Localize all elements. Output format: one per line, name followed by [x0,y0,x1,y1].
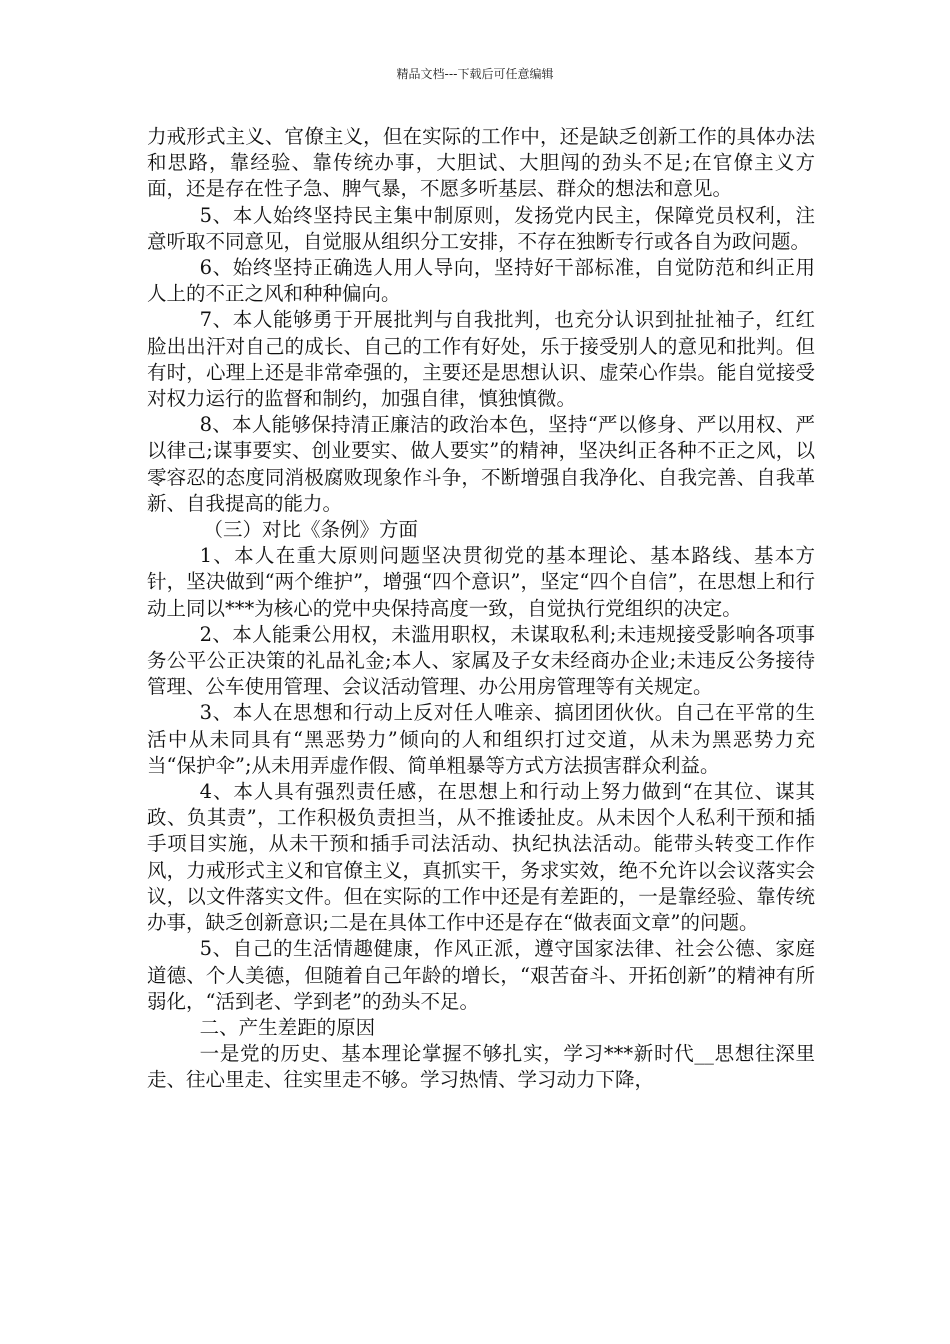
paragraph-reg-item-4: 4、本人具有强烈责任感，在思想上和行动上努力做到“在其位、谋其政、负其责”，工作积极负责担当，从不推诿扯皮。从未因个人私利干预和插手项目实施，从未干预和插手司法活动、执纪执法活动。能带头转变工作作风，力戒形式主义和官僚主义，真抓实干，务求实效，绝不允许以会议落实会议，以文件落实文件。但在实际的工作中还是有差距的，一是靠经验、靠传统办事，缺乏创新意识;二是在具体工作中还是存在“做表面文章”的问题。 [147,780,815,935]
document-body [147,124,815,1094]
paragraph-reg-item-1: 1、本人在重大原则问题坚决贯彻党的基本理论、基本路线、基本方针，坚决做到“两个维护”，增强“四个意识”，坚定“四个自信”，在思想上和行动上同以***为核心的党中央保持高度一致，自觉执行党组织的决定。 [147,544,815,620]
paragraph-reg-item-5: 5、自己的生活情趣健康，作风正派，遵守国家法律、社会公德、家庭道德、个人美德，但随着自己年龄的增长，“艰苦奋斗、开拓创新”的精神有所弱化，“活到老、学到老”的劲头不足。 [147,937,815,1013]
section-heading-regulations: （三）对比《条例》方面 [203,518,419,542]
paragraph-item-5-democracy: 5、本人始终坚持民主集中制原则，发扬党内民主，保障党员权利，注意听取不同意见，自觉服从组织分工安排，不存在独断专行或各自为政问题。 [147,203,815,253]
section-heading-causes: 二、产生差距的原因 [199,1015,376,1039]
paragraph-continuation: 力戒形式主义、官僚主义，但在实际的工作中，还是缺乏创新工作的具体办法和思路，靠经验、靠传统办事，大胆试、大胆闯的劲头不足;在官僚主义方面，还是存在性子急、脾气暴，不愿多听基层、群众的想法和意见。 [147,125,815,201]
paragraph-reg-item-2: 2、本人能秉公用权，未滥用职权，未谋取私利;未违规接受影响各项事务公平公正决策的礼品礼金;本人、家属及子女未经商办企业;未违反公务接待管理、公车使用管理、会议活动管理、办公用房管理等有关规定。 [147,622,815,699]
paragraph-item-8-integrity: 8、本人能够保持清正廉洁的政治本色，坚持“严以修身、严以用权、严以律己;谋事要实、创业要实、做人要实”的精神，坚决纠正各种不正之风，以零容忍的态度同消极腐败现象作斗争，不断增强自我净化、自我完善、自我革新、自我提高的能力。 [147,413,815,515]
page-header: 精品文档---下载后可任意编辑 [396,67,554,81]
paragraph-item-7-criticism: 7、本人能够勇于开展批判与自我批判，也充分认识到扯扯袖子，红红脸出出汗对自己的成长、自己的工作有好处，乐于接受别人的意见和批判。但有时，心理上还是非常牵强的，主要还是思想认识、虚荣心作祟。能自觉接受对权力运行的监督和制约，加强自律，慎独慎微。 [147,308,815,411]
paragraph-reg-item-3: 3、本人在思想和行动上反对任人唯亲、搞团团伙伙。自己在平常的生活中从未同具有“黑恶势力”倾向的人和组织打过交道，从未为黑恶势力充当“保护伞”;从未用弄虚作假、简单粗暴等方式方法损害群众利益。 [147,701,815,777]
paragraph-cause-1: 一是党的历史、基本理论掌握不够扎实，学习***新时代__思想往深里走、往心里走、往实里走不够。学习热情、学习动力下降， [147,1042,815,1092]
paragraph-item-6-personnel: 6、始终坚持正确选人用人导向，坚持好干部标准，自觉防范和纠正用人上的不正之风和种种偏向。 [147,256,815,306]
